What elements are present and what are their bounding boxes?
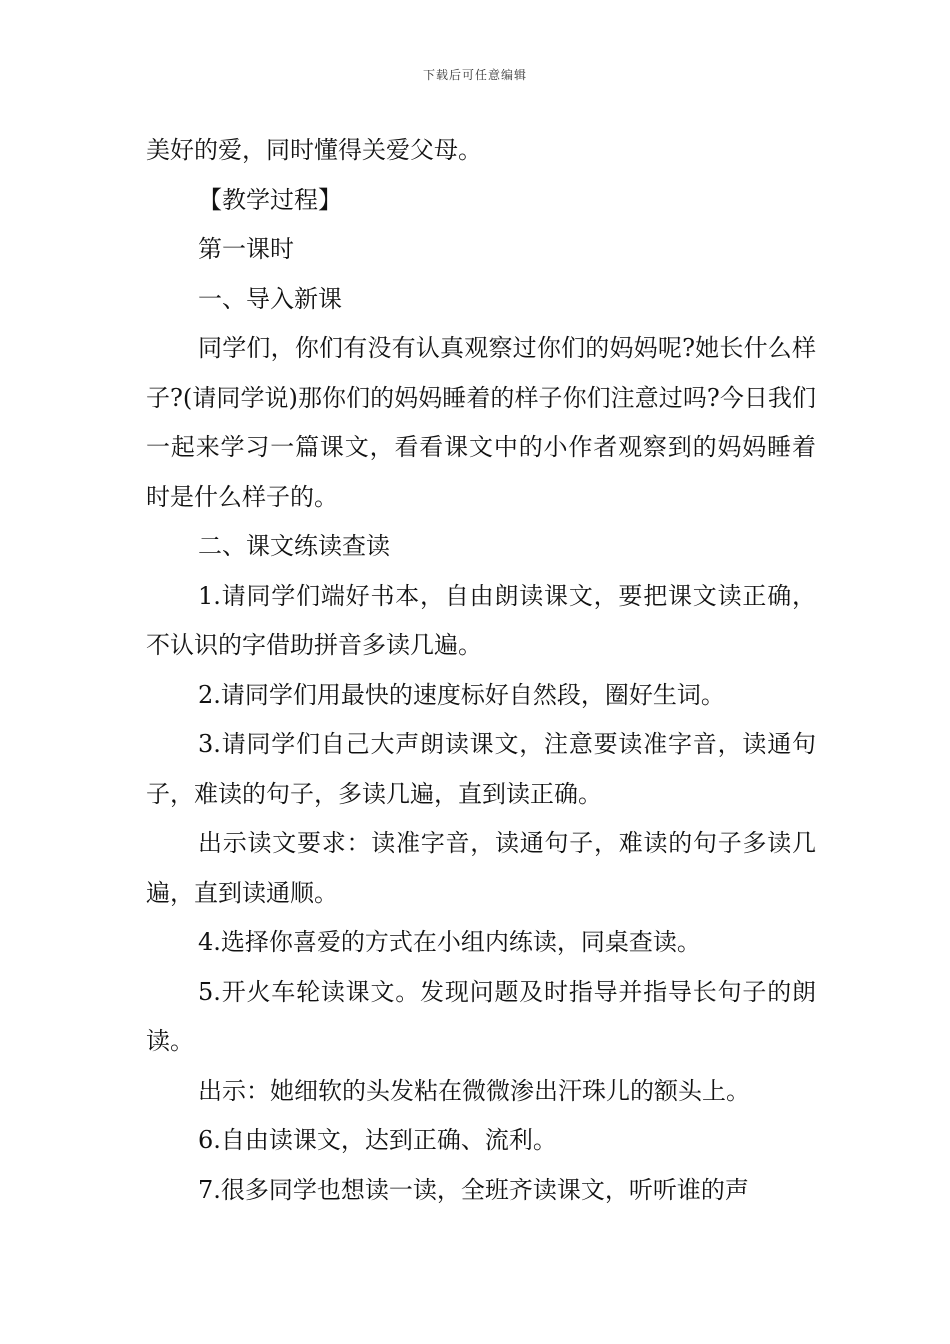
step-heading-introduction: 一、导入新课 [198,284,342,313]
paragraph-reading-requirements: 出示读文要求：读准字音，读通句子，难读的句子多读几遍，直到读通顺。 [146,829,816,907]
step-heading-reading-practice: 二、课文练读查读 [198,532,390,560]
list-item-6: 6.自由读课文，达到正确、流利。 [198,1126,557,1154]
lesson-heading-first-period: 第一课时 [198,235,294,263]
list-item-7: 7.很多同学也想读一读，全班齐读课文，听听谁的声 [198,1175,749,1204]
paragraph-continuation: 美好的爱，同时懂得关爱父母。 [146,136,482,164]
list-item-2: 2.请同学们用最快的速度标好自然段，圈好生词。 [198,680,725,709]
document-body [146,126,816,1215]
list-item-5: 5.开火车轮读课文。发现问题及时指导并指导长句子的朗读。 [146,977,816,1055]
section-heading-teaching-process: 【教学过程】 [198,185,342,214]
list-item-1: 1.请同学们端好书本，自由朗读课文，要把课文读正确，不认识的字借助拼音多读几遍。 [146,581,816,659]
list-item-3: 3.请同学们自己大声朗读课文，注意要读准字音，读通句子，难读的句子，多读几遍，直到读正确。 [146,730,816,808]
list-item-4: 4.选择你喜爱的方式在小组内练读，同桌查读。 [198,928,701,956]
paragraph-example-sentence: 出示：她细软的头发粘在微微渗出汗珠儿的额头上。 [198,1076,750,1105]
page-header: 下载后可任意编辑 [422,68,527,82]
paragraph-introduction: 同学们，你们有没有认真观察过你们的妈妈呢?她长什么样子?(请同学说)那你们的妈妈睡着的样子你们注意过吗?今日我们一起来学习一篇课文，看看课文中的小作者观察到的妈妈睡着时是什么样子的。 [146,334,816,511]
